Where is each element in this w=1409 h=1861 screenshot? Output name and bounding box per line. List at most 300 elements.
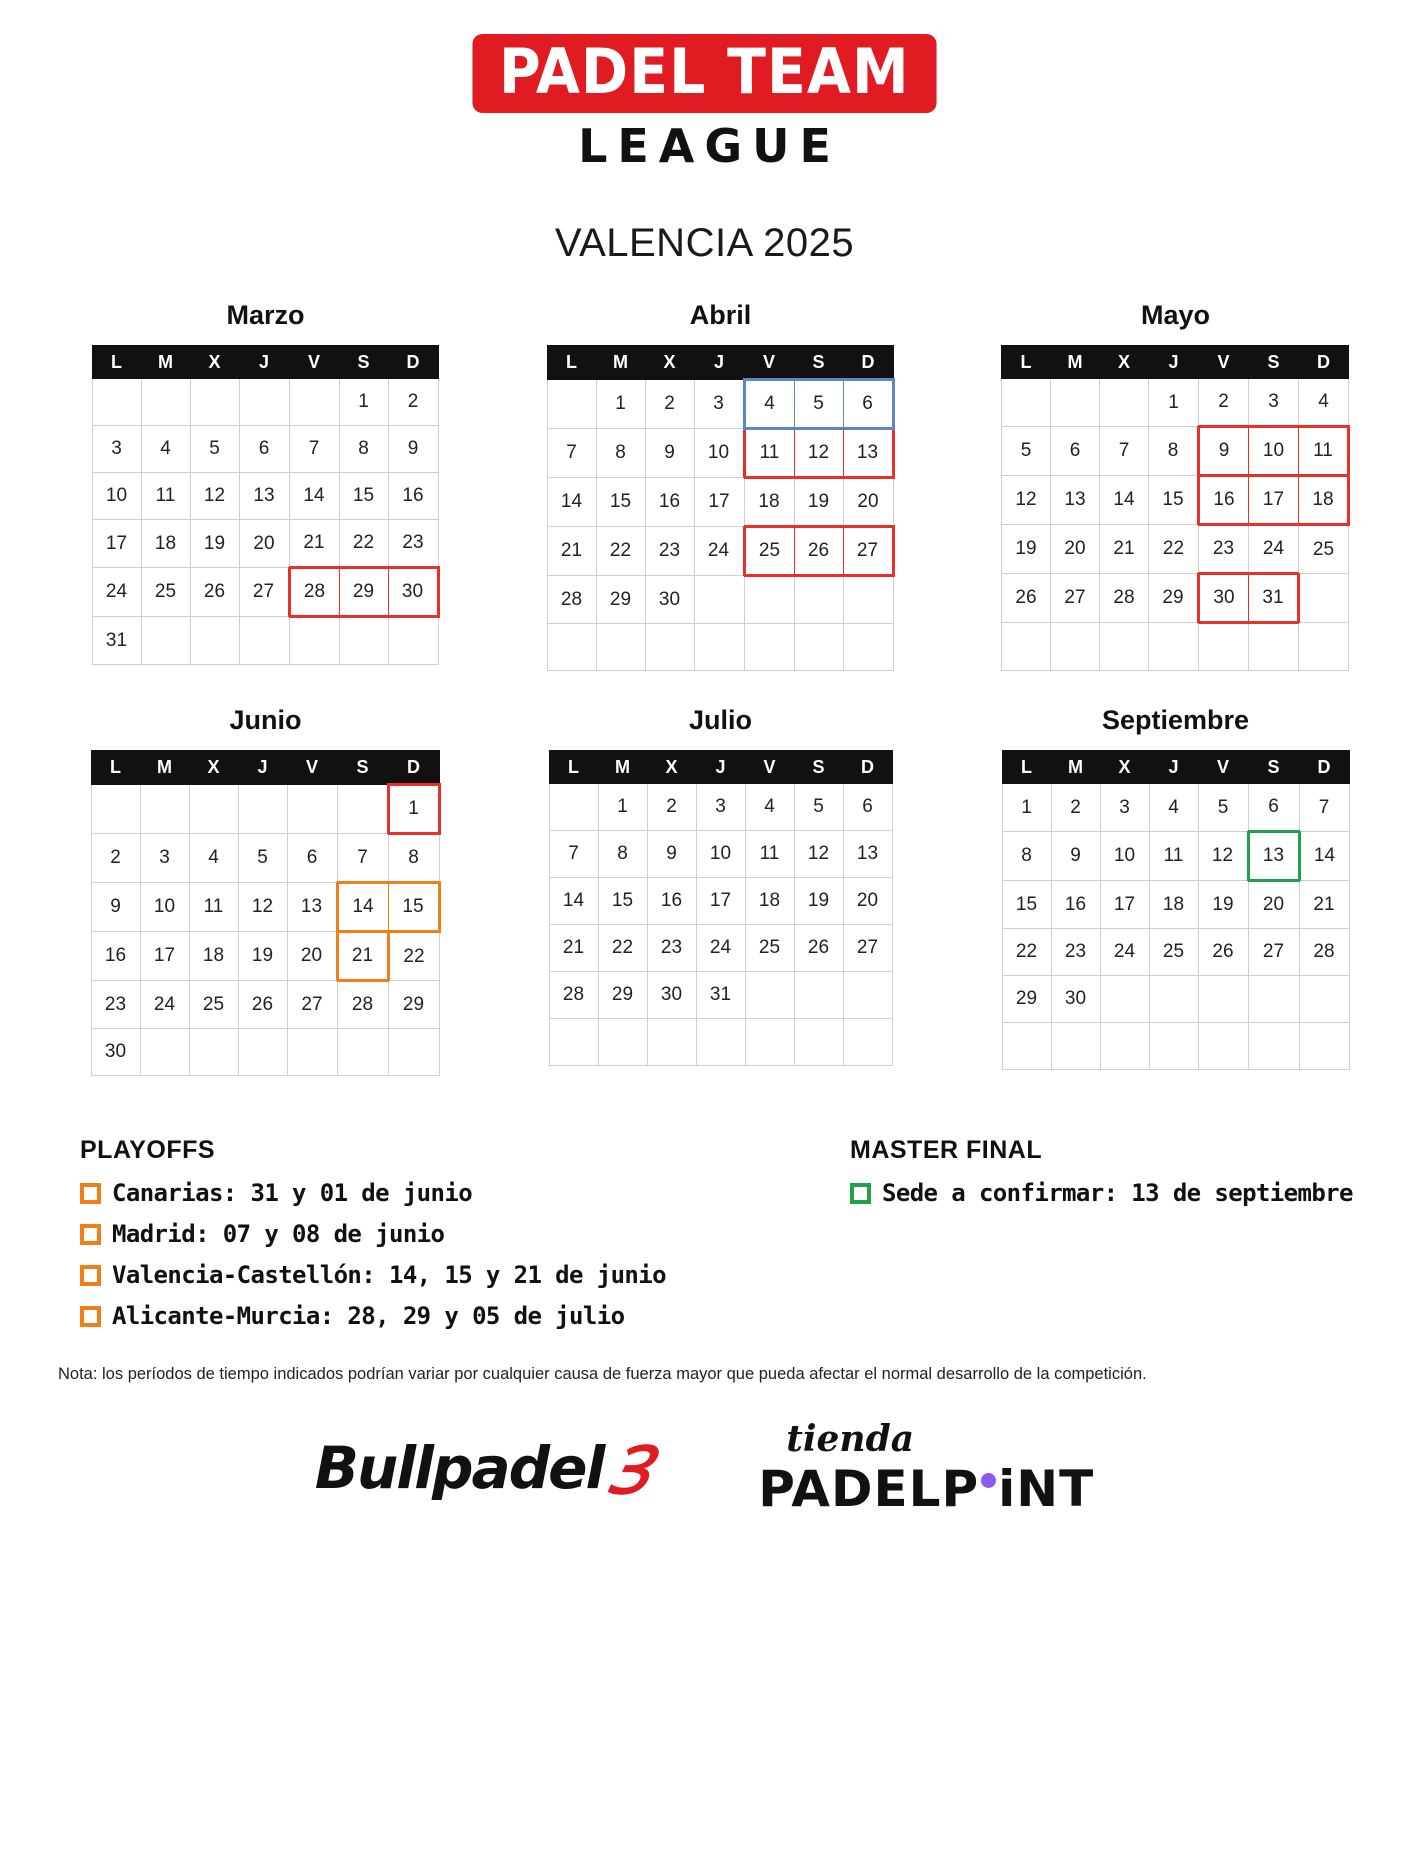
calendar-day-cell: 7 xyxy=(289,426,339,473)
calendar-week-row xyxy=(549,784,892,831)
calendar-day-cell: 16 xyxy=(388,473,438,520)
weekday-header: M xyxy=(141,346,190,379)
weekday-header: X xyxy=(189,751,238,785)
calendar-day-cell-highlighted: 26 xyxy=(794,527,843,576)
calendar-month-title: Mayo xyxy=(1140,300,1211,331)
calendar-day-cell: 25 xyxy=(189,981,238,1029)
calendar-day-cell: 16 xyxy=(1051,881,1100,929)
calendar-empty-cell xyxy=(189,785,238,834)
weekday-header: V xyxy=(1198,751,1248,784)
calendar-day-cell: 15 xyxy=(598,878,647,925)
calendar-day-cell: 23 xyxy=(647,925,696,972)
calendar-week-row xyxy=(549,831,892,878)
calendar-day-cell: 23 xyxy=(388,520,438,568)
calendar-week-row xyxy=(91,981,439,1029)
calendar-day-cell: 20 xyxy=(1051,525,1100,574)
calendar-day-cell: 9 xyxy=(645,429,694,478)
calendar-day-cell: 20 xyxy=(287,932,337,981)
calendar-day-cell: 3 xyxy=(92,426,141,473)
calendar-day-cell: 12 xyxy=(1198,832,1248,881)
legend-bullet-icon xyxy=(80,1265,101,1286)
calendar-day-cell: 30 xyxy=(645,576,694,624)
calendar-day-cell: 18 xyxy=(1149,881,1198,929)
calendar-day-cell-highlighted: 1 xyxy=(388,785,439,834)
legend-item-label: Alicante-Murcia: 28, 29 y 05 de julio xyxy=(112,1302,625,1331)
calendar-empty-cell xyxy=(794,576,843,624)
calendar-day-cell: 2 xyxy=(388,379,438,426)
calendar-week-row xyxy=(1002,623,1349,671)
legend-item xyxy=(850,1179,1370,1207)
master-final-heading: MASTER FINAL xyxy=(850,1136,1043,1165)
padelpoint-tienda-text: tienda xyxy=(786,1418,915,1461)
calendar-empty-cell xyxy=(1100,976,1149,1023)
calendar-day-cell: 28 xyxy=(337,981,388,1029)
sponsor-logos xyxy=(0,1418,1409,1518)
weekday-header: L xyxy=(549,751,598,784)
calendar-day-cell: 18 xyxy=(189,932,238,981)
calendar-day-cell: 8 xyxy=(598,831,647,878)
legend-bullet-icon xyxy=(850,1183,871,1204)
weekday-header: S xyxy=(337,751,388,785)
calendar-week-row xyxy=(547,429,893,478)
legend-item xyxy=(80,1261,850,1289)
calendar-day-cell: 22 xyxy=(596,527,645,576)
master-final-column xyxy=(850,1136,1370,1343)
calendar-day-cell: 5 xyxy=(238,834,287,883)
weekday-header: J xyxy=(694,346,744,380)
legend-item xyxy=(80,1179,850,1207)
calendar-day-cell: 4 xyxy=(189,834,238,883)
calendar-day-cell: 29 xyxy=(596,576,645,624)
calendar-day-cell: 30 xyxy=(647,972,696,1019)
calendar-day-cell: 1 xyxy=(1149,379,1199,427)
calendar-day-cell: 2 xyxy=(1051,784,1100,832)
calendar-day-cell-highlighted: 30 xyxy=(388,568,438,617)
calendar-empty-cell xyxy=(744,576,794,624)
calendar-empty-cell xyxy=(1299,623,1349,671)
calendar-day-cell: 24 xyxy=(696,925,745,972)
calendar-empty-cell xyxy=(1149,976,1198,1023)
calendar-day-cell: 6 xyxy=(1051,427,1100,476)
calendar-week-row xyxy=(1002,379,1349,427)
calendar-day-cell: 27 xyxy=(287,981,337,1029)
calendar-day-cell: 14 xyxy=(1299,832,1349,881)
calendar-day-cell: 12 xyxy=(1002,476,1051,525)
calendar-empty-cell xyxy=(141,379,190,426)
calendar-day-cell: 27 xyxy=(843,925,892,972)
calendar-empty-cell xyxy=(1051,623,1100,671)
weekday-header: L xyxy=(1002,346,1051,379)
bullpadel-logo xyxy=(314,1423,656,1513)
calendar-day-cell: 1 xyxy=(339,379,388,426)
calendar-day-cell-highlighted: 4 xyxy=(744,380,794,429)
calendar-day-cell: 4 xyxy=(1299,379,1349,427)
calendar-day-cell: 22 xyxy=(388,932,439,981)
calendar-day-cell: 10 xyxy=(140,883,189,932)
calendar-day-cell-highlighted: 12 xyxy=(794,429,843,478)
weekday-header: S xyxy=(1248,751,1299,784)
calendar-empty-cell xyxy=(843,624,893,671)
calendar-empty-cell xyxy=(1248,976,1299,1023)
calendar-day-cell: 24 xyxy=(140,981,189,1029)
calendar-day-cell: 4 xyxy=(745,784,794,831)
calendar-empty-cell xyxy=(696,1019,745,1066)
calendar-day-cell: 17 xyxy=(694,478,744,527)
calendar-day-cell: 6 xyxy=(287,834,337,883)
calendar-day-cell: 19 xyxy=(794,478,843,527)
calendar-table xyxy=(1002,750,1350,1070)
calendar-day-cell-highlighted: 13 xyxy=(1248,832,1299,881)
calendar-day-cell: 17 xyxy=(1100,881,1149,929)
calendar-empty-cell xyxy=(140,785,189,834)
calendar-row-first xyxy=(0,300,1409,671)
weekday-header: X xyxy=(647,751,696,784)
calendar-day-cell: 28 xyxy=(547,576,596,624)
brand-logo xyxy=(0,0,1409,173)
logo-primary-text: PADEL TEAM xyxy=(473,34,937,113)
calendar-week-row xyxy=(1002,476,1349,525)
calendar-day-cell: 11 xyxy=(141,473,190,520)
calendar-day-cell: 26 xyxy=(794,925,843,972)
calendar-junio xyxy=(38,705,493,1076)
legend-item xyxy=(80,1220,850,1248)
weekday-header: X xyxy=(190,346,239,379)
calendar-empty-cell xyxy=(337,785,388,834)
calendar-day-cell-highlighted: 13 xyxy=(843,429,893,478)
calendar-empty-cell xyxy=(745,972,794,1019)
calendar-day-cell-highlighted: 30 xyxy=(1199,574,1249,623)
weekday-header: M xyxy=(140,751,189,785)
calendar-day-cell: 3 xyxy=(1249,379,1299,427)
calendar-empty-cell xyxy=(794,972,843,1019)
calendar-empty-cell xyxy=(744,624,794,671)
calendar-empty-cell xyxy=(549,1019,598,1066)
calendar-day-cell: 20 xyxy=(1248,881,1299,929)
calendar-empty-cell xyxy=(190,379,239,426)
calendar-week-row xyxy=(1002,929,1349,976)
calendar-day-cell: 4 xyxy=(141,426,190,473)
calendar-day-cell: 20 xyxy=(843,478,893,527)
calendar-empty-cell xyxy=(843,576,893,624)
calendar-day-cell: 8 xyxy=(339,426,388,473)
calendar-day-cell: 23 xyxy=(1199,525,1249,574)
calendar-empty-cell xyxy=(91,785,140,834)
calendar-week-row xyxy=(1002,1023,1349,1070)
weekday-header: M xyxy=(1051,751,1100,784)
calendar-day-cell-highlighted: 9 xyxy=(1199,427,1249,476)
calendar-day-cell: 14 xyxy=(289,473,339,520)
calendar-day-cell: 13 xyxy=(1051,476,1100,525)
calendar-day-cell: 7 xyxy=(547,429,596,478)
calendar-empty-cell xyxy=(1051,1023,1100,1070)
calendar-day-cell-highlighted: 14 xyxy=(337,883,388,932)
weekday-header: X xyxy=(645,346,694,380)
calendar-day-cell: 29 xyxy=(598,972,647,1019)
calendar-julio xyxy=(493,705,948,1076)
calendar-month-title: Abril xyxy=(689,300,752,331)
calendar-empty-cell xyxy=(388,1029,439,1076)
playoffs-column xyxy=(80,1136,850,1343)
calendar-day-cell: 8 xyxy=(1002,832,1051,881)
calendar-empty-cell xyxy=(1100,379,1149,427)
calendar-day-cell: 30 xyxy=(1051,976,1100,1023)
calendar-empty-cell xyxy=(794,1019,843,1066)
padelpoint-dot-icon xyxy=(981,1473,996,1488)
calendar-week-row xyxy=(547,478,893,527)
calendar-day-cell: 12 xyxy=(794,831,843,878)
calendar-day-cell: 2 xyxy=(647,784,696,831)
legend-bullet-icon xyxy=(80,1183,101,1204)
calendar-day-cell: 15 xyxy=(339,473,388,520)
calendar-week-row xyxy=(1002,784,1349,832)
calendar-day-cell: 8 xyxy=(1149,427,1199,476)
calendar-day-cell-highlighted: 16 xyxy=(1199,476,1249,525)
calendar-week-row xyxy=(1002,832,1349,881)
calendar-empty-cell xyxy=(645,624,694,671)
calendar-empty-cell xyxy=(1198,1023,1248,1070)
calendar-day-cell: 1 xyxy=(598,784,647,831)
calendar-empty-cell xyxy=(140,1029,189,1076)
calendar-day-cell: 5 xyxy=(190,426,239,473)
legend-bullet-icon xyxy=(80,1306,101,1327)
calendar-day-cell: 11 xyxy=(745,831,794,878)
calendar-empty-cell xyxy=(239,379,289,426)
calendar-week-row xyxy=(92,520,438,568)
calendar-day-cell-highlighted: 27 xyxy=(843,527,893,576)
calendar-day-cell: 7 xyxy=(549,831,598,878)
calendar-day-cell: 21 xyxy=(549,925,598,972)
calendar-week-row xyxy=(1002,427,1349,476)
calendar-abril xyxy=(493,300,948,671)
calendar-empty-cell xyxy=(843,1019,892,1066)
calendar-week-row xyxy=(1002,525,1349,574)
calendar-day-cell: 11 xyxy=(1149,832,1198,881)
calendar-empty-cell xyxy=(1149,1023,1198,1070)
calendar-day-cell-highlighted: 5 xyxy=(794,380,843,429)
weekday-header: M xyxy=(598,751,647,784)
calendar-day-cell: 6 xyxy=(239,426,289,473)
calendar-empty-cell xyxy=(1002,379,1051,427)
weekday-header: D xyxy=(388,751,439,785)
calendar-day-cell-highlighted: 18 xyxy=(1299,476,1349,525)
calendar-day-cell: 26 xyxy=(1002,574,1051,623)
calendar-empty-cell xyxy=(141,617,190,665)
calendar-empty-cell xyxy=(1149,623,1199,671)
calendar-day-cell: 24 xyxy=(1100,929,1149,976)
calendar-empty-cell xyxy=(694,624,744,671)
calendar-week-row xyxy=(549,925,892,972)
calendar-week-row xyxy=(91,932,439,981)
calendar-table xyxy=(547,345,895,671)
weekday-header: L xyxy=(1002,751,1051,784)
calendar-empty-cell xyxy=(289,617,339,665)
calendar-day-cell-highlighted: 25 xyxy=(744,527,794,576)
calendar-day-cell: 9 xyxy=(1051,832,1100,881)
calendar-day-cell: 10 xyxy=(696,831,745,878)
calendar-week-row xyxy=(92,473,438,520)
padelpoint-wordmark xyxy=(758,1460,1094,1518)
calendar-day-cell-highlighted: 10 xyxy=(1249,427,1299,476)
calendar-septiembre xyxy=(948,705,1403,1076)
calendar-month-title: Junio xyxy=(229,705,302,736)
calendar-table xyxy=(91,750,441,1076)
calendar-day-cell: 18 xyxy=(744,478,794,527)
calendar-day-cell-highlighted: 17 xyxy=(1249,476,1299,525)
calendar-week-row xyxy=(1002,881,1349,929)
weekday-header: M xyxy=(1051,346,1100,379)
calendar-week-row xyxy=(91,1029,439,1076)
weekday-header-row xyxy=(92,346,438,379)
calendar-day-cell: 19 xyxy=(238,932,287,981)
calendar-day-cell: 19 xyxy=(1198,881,1248,929)
calendar-day-cell: 3 xyxy=(696,784,745,831)
calendar-week-row xyxy=(91,883,439,932)
weekday-header: D xyxy=(1299,346,1349,379)
calendar-empty-cell xyxy=(549,784,598,831)
calendar-empty-cell xyxy=(238,785,287,834)
weekday-header-row xyxy=(1002,751,1349,784)
calendar-week-row xyxy=(547,380,893,429)
calendar-day-cell: 22 xyxy=(339,520,388,568)
calendar-empty-cell xyxy=(596,624,645,671)
weekday-header: S xyxy=(339,346,388,379)
weekday-header: D xyxy=(843,346,893,380)
calendar-day-cell: 8 xyxy=(596,429,645,478)
legend-item-label: Canarias: 31 y 01 de junio xyxy=(112,1179,473,1208)
calendar-empty-cell xyxy=(1299,574,1349,623)
calendar-day-cell: 15 xyxy=(1149,476,1199,525)
calendar-day-cell: 3 xyxy=(140,834,189,883)
calendar-day-cell: 29 xyxy=(1002,976,1051,1023)
calendar-week-row xyxy=(92,426,438,473)
calendar-empty-cell xyxy=(598,1019,647,1066)
calendar-table xyxy=(92,345,440,665)
calendar-day-cell: 19 xyxy=(794,878,843,925)
calendar-day-cell: 2 xyxy=(1199,379,1249,427)
calendar-empty-cell xyxy=(1199,623,1249,671)
calendar-day-cell: 5 xyxy=(794,784,843,831)
calendar-day-cell: 26 xyxy=(190,568,239,617)
calendar-day-cell: 12 xyxy=(238,883,287,932)
calendar-week-row xyxy=(549,878,892,925)
calendar-day-cell: 27 xyxy=(1051,574,1100,623)
calendar-day-cell: 15 xyxy=(596,478,645,527)
weekday-header: D xyxy=(388,346,438,379)
calendar-week-row xyxy=(547,527,893,576)
calendar-day-cell: 31 xyxy=(696,972,745,1019)
calendar-empty-cell xyxy=(1299,1023,1349,1070)
calendar-empty-cell xyxy=(647,1019,696,1066)
calendar-empty-cell xyxy=(1249,623,1299,671)
calendar-day-cell: 7 xyxy=(337,834,388,883)
calendar-day-cell: 18 xyxy=(745,878,794,925)
weekday-header: S xyxy=(1249,346,1299,379)
weekday-header: L xyxy=(547,346,596,380)
calendar-empty-cell xyxy=(190,617,239,665)
weekday-header-row xyxy=(547,346,893,380)
footnote: Nota: los períodos de tiempo indicados podrían variar por cualquier causa de fuerza mayor que pueda afectar el normal desarrollo de la competición. xyxy=(58,1365,1147,1384)
calendar-empty-cell xyxy=(745,1019,794,1066)
weekday-header: V xyxy=(1199,346,1249,379)
weekday-header: J xyxy=(238,751,287,785)
calendar-week-row xyxy=(547,576,893,624)
calendar-day-cell-highlighted: 15 xyxy=(388,883,439,932)
calendar-day-cell-highlighted: 29 xyxy=(339,568,388,617)
weekday-header: V xyxy=(745,751,794,784)
calendar-row-second xyxy=(0,705,1409,1076)
calendar-day-cell: 3 xyxy=(1100,784,1149,832)
calendar-day-cell: 28 xyxy=(549,972,598,1019)
calendar-day-cell: 10 xyxy=(694,429,744,478)
calendar-empty-cell xyxy=(1299,976,1349,1023)
calendar-month-title: Julio xyxy=(688,705,752,736)
weekday-header: V xyxy=(287,751,337,785)
legend-item-label: Sede a confirmar: 13 de septiembre xyxy=(882,1179,1353,1208)
calendar-day-cell: 18 xyxy=(141,520,190,568)
weekday-header: J xyxy=(1149,346,1199,379)
calendar-day-cell: 3 xyxy=(694,380,744,429)
calendar-day-cell: 16 xyxy=(647,878,696,925)
calendar-day-cell: 2 xyxy=(645,380,694,429)
calendar-day-cell: 6 xyxy=(843,784,892,831)
calendar-day-cell: 5 xyxy=(1002,427,1051,476)
legend-bullet-icon xyxy=(80,1224,101,1245)
calendar-day-cell: 24 xyxy=(92,568,141,617)
calendar-empty-cell xyxy=(547,624,596,671)
calendar-day-cell: 26 xyxy=(1198,929,1248,976)
calendar-empty-cell xyxy=(843,972,892,1019)
calendar-empty-cell xyxy=(547,380,596,429)
calendar-month-title: Marzo xyxy=(226,300,305,331)
calendar-day-cell: 22 xyxy=(1002,929,1051,976)
calendar-day-cell: 13 xyxy=(287,883,337,932)
weekday-header: S xyxy=(794,751,843,784)
calendar-day-cell: 30 xyxy=(91,1029,140,1076)
weekday-header: L xyxy=(91,751,140,785)
calendar-day-cell: 12 xyxy=(190,473,239,520)
calendar-empty-cell xyxy=(1002,623,1051,671)
weekday-header: L xyxy=(92,346,141,379)
calendar-table xyxy=(1001,345,1350,671)
legend-item-label: Madrid: 07 y 08 de junio xyxy=(112,1220,445,1249)
calendar-day-cell: 23 xyxy=(645,527,694,576)
calendar-empty-cell xyxy=(1100,623,1149,671)
legend-item-label: Valencia-Castellón: 14, 15 y 21 de junio xyxy=(112,1261,666,1290)
calendar-day-cell-highlighted: 31 xyxy=(1249,574,1299,623)
calendar-day-cell: 1 xyxy=(1002,784,1051,832)
calendar-day-cell: 5 xyxy=(1198,784,1248,832)
calendar-empty-cell xyxy=(694,576,744,624)
calendar-day-cell: 11 xyxy=(189,883,238,932)
calendar-day-cell: 25 xyxy=(1299,525,1349,574)
calendar-empty-cell xyxy=(1248,1023,1299,1070)
calendar-day-cell: 7 xyxy=(1299,784,1349,832)
playoffs-heading: PLAYOFFS xyxy=(80,1136,216,1165)
weekday-header-row xyxy=(1002,346,1349,379)
padelpoint-logo xyxy=(758,1418,1094,1518)
calendar-empty-cell xyxy=(1100,1023,1149,1070)
weekday-header: J xyxy=(239,346,289,379)
calendar-day-cell-highlighted: 28 xyxy=(289,568,339,617)
calendar-week-row xyxy=(549,972,892,1019)
calendar-day-cell: 25 xyxy=(141,568,190,617)
calendar-day-cell: 4 xyxy=(1149,784,1198,832)
calendar-day-cell-highlighted: 21 xyxy=(337,932,388,981)
calendar-day-cell: 31 xyxy=(92,617,141,665)
calendar-empty-cell xyxy=(289,379,339,426)
calendar-day-cell-highlighted: 11 xyxy=(744,429,794,478)
calendar-day-cell: 6 xyxy=(1248,784,1299,832)
